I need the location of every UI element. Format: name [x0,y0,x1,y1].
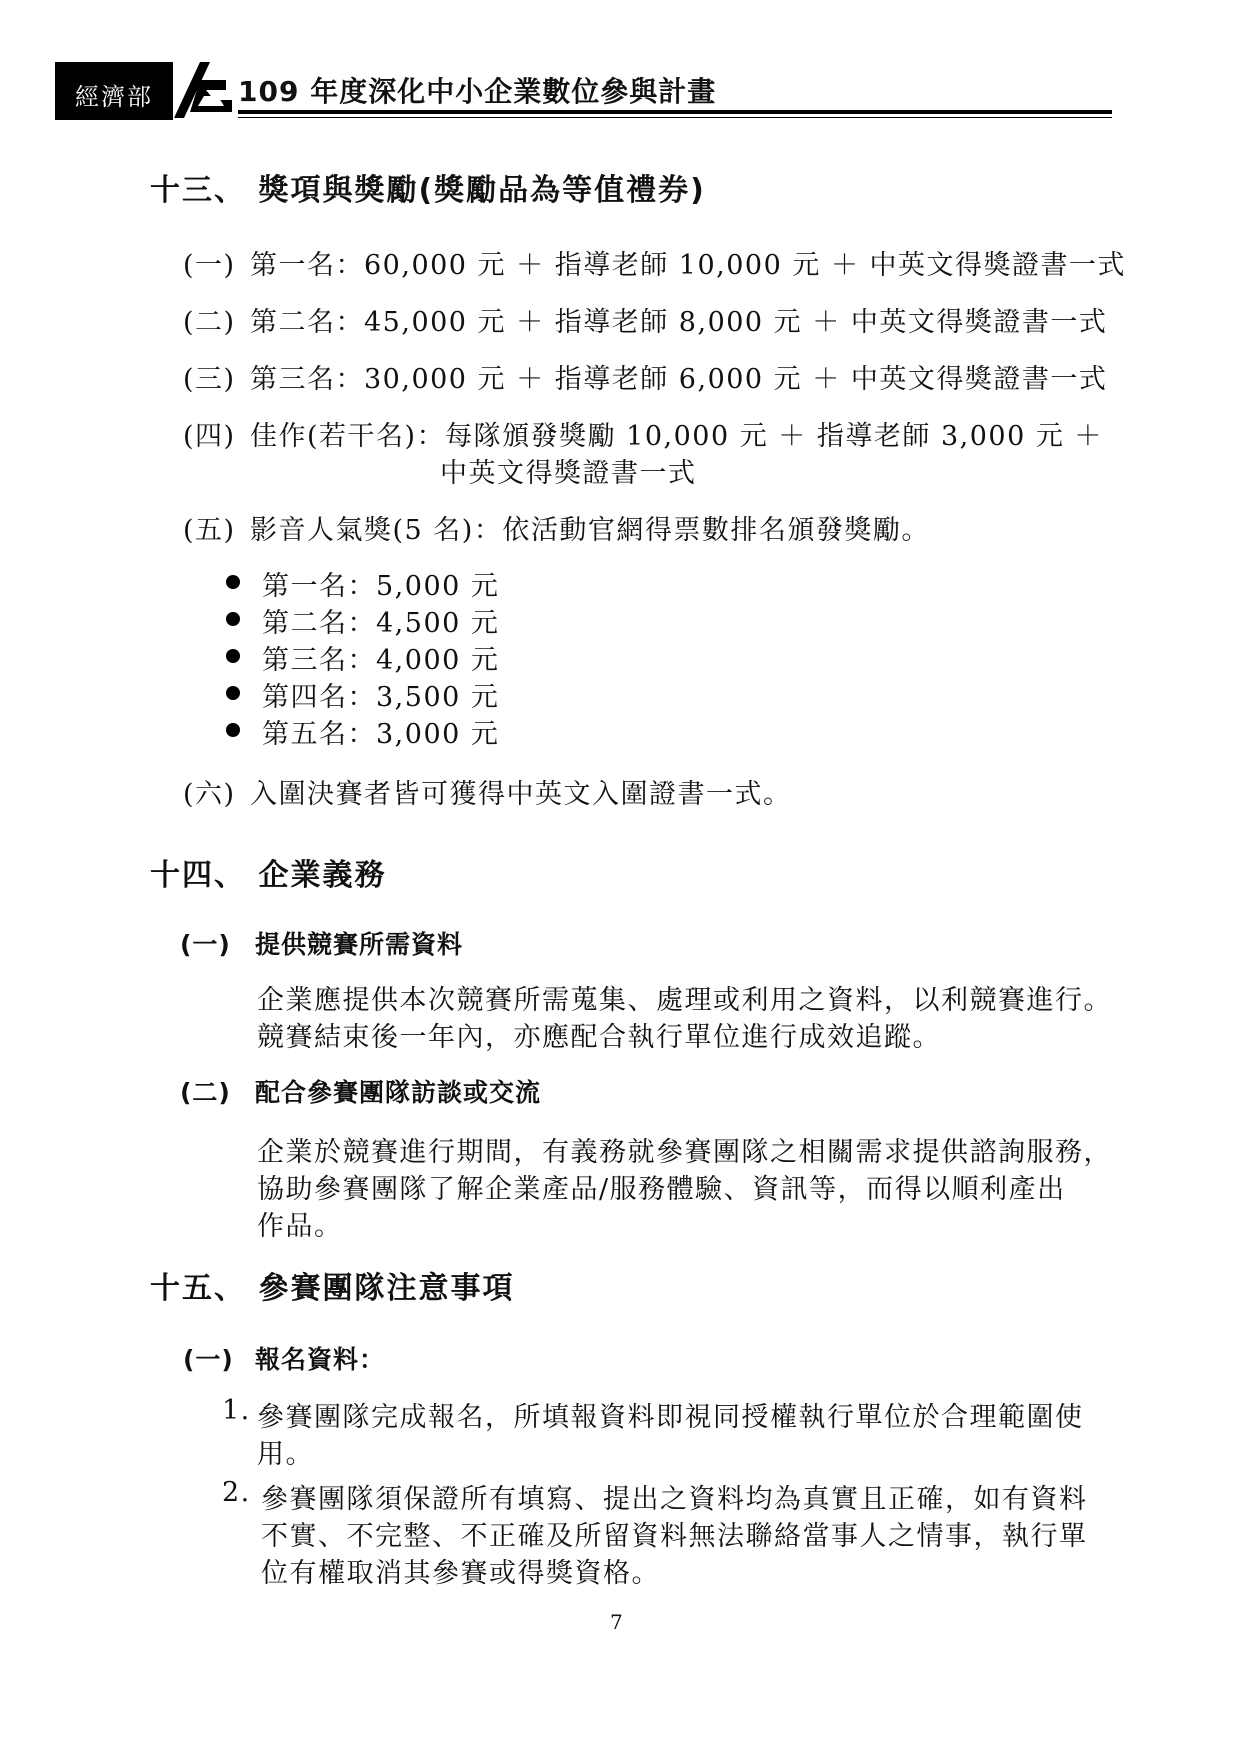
item-num: (五) [183,515,236,546]
logo-icon [170,60,236,118]
list-line: 參賽團隊須保證所有填寫、提出之資料均為真實且正確，如有資料 [261,1484,1088,1515]
list-num: 2. [222,1477,251,1508]
item-num: (三) [183,364,236,395]
list-line: 不實、不完整、不正確及所留資料無法聯絡當事人之情事，執行單 [261,1521,1088,1552]
paragraph-line: 企業於競賽進行期間，有義務就參賽團隊之相關需求提供諮詢服務， [257,1137,1112,1168]
sub-title: 提供競賽所需資料 [255,930,464,959]
sub-num: (一) [183,1345,234,1374]
sub-num: (二) [180,1078,231,1107]
item-text: 佳作(若干名)：每隊頒發獎勵 10,000 元 ＋ 指導老師 3,000 元 ＋ [250,421,1103,452]
bullet-icon [226,649,240,663]
paragraph-line: 競賽結束後一年內，亦應配合執行單位進行成效追蹤。 [257,1022,941,1053]
paragraph-line: 作品。 [257,1211,343,1242]
item-text: 影音人氣獎(5 名)：依活動官網得票數排名頒發獎勵。 [250,515,930,546]
paragraph-line: 企業應提供本次競賽所需蒐集、處理或利用之資料，以利競賽進行。 [257,985,1112,1016]
paragraph-line: 協助參賽團隊了解企業產品/服務體驗、資訊等，而得以順利產出 [257,1174,1066,1205]
sub-title: 配合參賽團隊訪談或交流 [255,1078,542,1107]
section-14-heading: 十四、 企業義務 [150,858,387,893]
item-text-cont: 中英文得獎證書一式 [440,458,697,489]
bullet-text: 第一名：5,000 元 [262,571,500,602]
item-text: 第二名：45,000 元 ＋ 指導老師 8,000 元 ＋ 中英文得獎證書一式 [250,307,1108,338]
list-line: 用。 [257,1439,314,1470]
document-title: 109 年度深化中小企業數位參與計畫 [238,75,717,108]
header-rule-thin [238,117,1112,118]
bullet-icon [226,723,240,737]
item-text: 第一名：60,000 元 ＋ 指導老師 10,000 元 ＋ 中英文得獎證書一式 [250,250,1127,281]
bullet-icon [226,575,240,589]
header-rule [238,110,1112,114]
list-line: 位有權取消其參賽或得獎資格。 [261,1558,660,1589]
bullet-icon [226,612,240,626]
ministry-label: 經濟部 [55,62,173,120]
item-text: 第三名：30,000 元 ＋ 指導老師 6,000 元 ＋ 中英文得獎證書一式 [250,364,1108,395]
item-num: (四) [183,421,236,452]
bullet-text: 第五名：3,000 元 [262,719,500,750]
bullet-text: 第二名：4,500 元 [262,608,500,639]
page-number: 7 [610,1610,623,1634]
section-13-heading: 十三、 獎項與獎勵(獎勵品為等值禮券) [150,173,706,208]
bullet-text: 第三名：4,000 元 [262,645,500,676]
sub-num: (一) [180,930,231,959]
item-text: 入圍決賽者皆可獲得中英文入圍證書一式。 [250,779,792,810]
bullet-icon [226,686,240,700]
bullet-text: 第四名：3,500 元 [262,682,500,713]
item-num: (二) [183,307,236,338]
sub-title: 報名資料： [255,1345,386,1374]
list-line: 參賽團隊完成報名，所填報資料即視同授權執行單位於合理範圍使 [257,1402,1084,1433]
section-15-heading: 十五、 參賽團隊注意事項 [150,1271,515,1306]
list-num: 1. [222,1395,251,1426]
item-num: (一) [183,250,236,281]
item-num: (六) [183,779,236,810]
